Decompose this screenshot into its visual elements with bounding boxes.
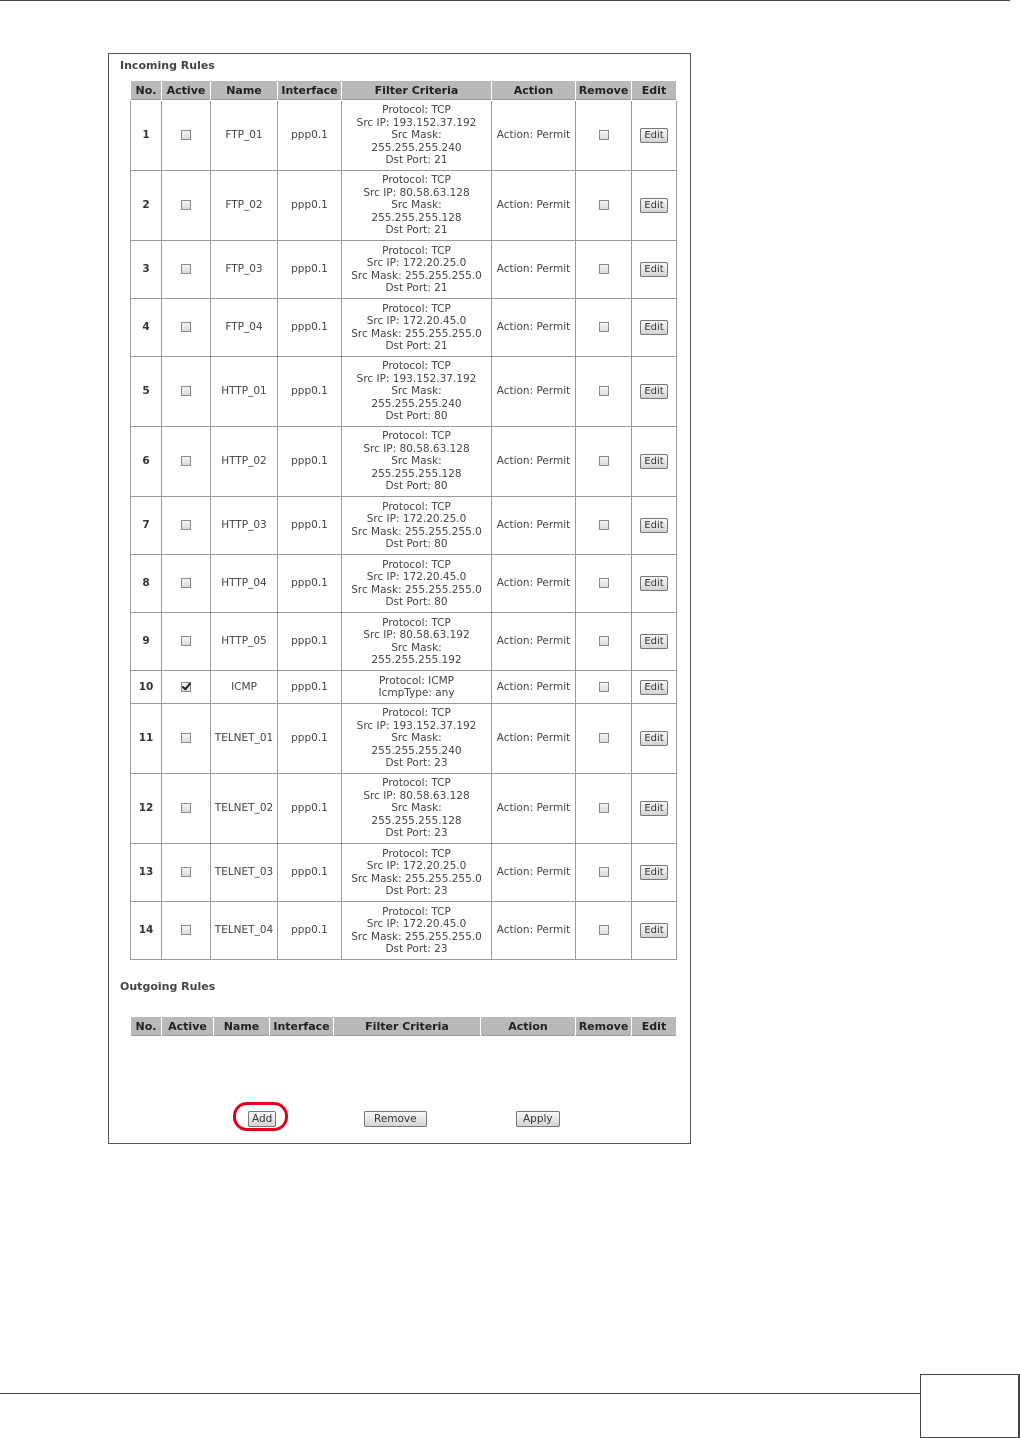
top-rule	[0, 0, 1010, 1]
rule-action: Action: Permit	[492, 497, 576, 555]
criteria-line: Src Mask: 255.255.255.0	[351, 930, 482, 943]
incoming-rule-row	[131, 555, 677, 613]
remove-checkbox[interactable]	[599, 456, 609, 466]
criteria-line: Dst Port: 80	[385, 410, 448, 423]
criteria-line: Protocol: TCP	[382, 430, 451, 443]
col-header-action: Action	[481, 1017, 576, 1037]
filter-criteria	[342, 497, 492, 555]
filter-criteria	[342, 844, 492, 902]
rule-name: HTTP_04	[211, 555, 278, 613]
active-checkbox[interactable]	[181, 867, 191, 877]
criteria-line: Dst Port: 21	[385, 224, 448, 237]
col-header-no: No.	[131, 81, 162, 101]
edit-cell	[632, 357, 677, 427]
criteria-line: 255.255.255.128	[371, 467, 462, 480]
active-cell	[162, 101, 211, 171]
filter-criteria	[342, 902, 492, 960]
edit-cell	[632, 427, 677, 497]
criteria-line: Dst Port: 23	[385, 827, 448, 840]
rule-number: 5	[131, 357, 162, 427]
rule-name: HTTP_05	[211, 613, 278, 671]
page-number-box	[920, 1374, 1020, 1438]
criteria-line: IcmpType: any	[378, 687, 455, 699]
rule-number: 12	[131, 774, 162, 844]
criteria-line: Protocol: TCP	[382, 905, 451, 918]
remove-checkbox[interactable]	[599, 925, 609, 935]
active-checkbox[interactable]	[181, 733, 191, 743]
remove-cell	[576, 774, 632, 844]
filter-criteria	[342, 671, 492, 704]
edit-button[interactable]: Edit	[640, 731, 667, 746]
incoming-rules-table	[130, 80, 677, 960]
remove-checkbox[interactable]	[599, 682, 609, 692]
remove-checkbox[interactable]	[599, 803, 609, 813]
incoming-rule-row	[131, 704, 677, 774]
criteria-line: Protocol: ICMP	[378, 674, 454, 687]
rule-name: FTP_02	[211, 171, 278, 241]
col-header-edit: Edit	[632, 81, 677, 101]
criteria-line: Src IP: 193.152.37.192	[356, 116, 477, 129]
active-cell	[162, 774, 211, 844]
col-header-no: No.	[131, 1017, 162, 1037]
criteria-line: Protocol: TCP	[382, 558, 451, 571]
criteria-line: Protocol: TCP	[382, 174, 451, 187]
criteria-line: 255.255.255.240	[371, 141, 462, 154]
rule-interface: ppp0.1	[278, 555, 342, 613]
rule-interface: ppp0.1	[278, 774, 342, 844]
edit-button[interactable]: Edit	[640, 680, 667, 695]
active-cell	[162, 241, 211, 299]
criteria-line: Src Mask:	[391, 129, 442, 142]
remove-checkbox[interactable]	[599, 386, 609, 396]
filter-criteria	[342, 171, 492, 241]
rule-interface: ppp0.1	[278, 357, 342, 427]
rule-action: Action: Permit	[492, 101, 576, 171]
remove-checkbox[interactable]	[599, 130, 609, 140]
edit-cell	[632, 171, 677, 241]
rule-number: 1	[131, 101, 162, 171]
rule-name: FTP_01	[211, 101, 278, 171]
rule-interface: ppp0.1	[278, 101, 342, 171]
edit-cell	[632, 704, 677, 774]
edit-cell	[632, 774, 677, 844]
criteria-line: Protocol: TCP	[382, 302, 451, 315]
rule-name: TELNET_04	[211, 902, 278, 960]
remove-checkbox[interactable]	[599, 264, 609, 274]
criteria-line: Src IP: 80.58.63.192	[363, 629, 470, 642]
rule-number: 9	[131, 613, 162, 671]
incoming-rule-row	[131, 427, 677, 497]
remove-cell	[576, 497, 632, 555]
edit-cell	[632, 299, 677, 357]
rule-name: TELNET_01	[211, 704, 278, 774]
criteria-line: Dst Port: 21	[385, 339, 448, 352]
remove-checkbox[interactable]	[599, 636, 609, 646]
edit-button[interactable]: Edit	[640, 801, 667, 816]
active-cell	[162, 555, 211, 613]
edit-button[interactable]: Edit	[640, 128, 667, 143]
firewall-rules-panel	[108, 53, 691, 1144]
remove-checkbox[interactable]	[599, 733, 609, 743]
rule-name: HTTP_02	[211, 427, 278, 497]
criteria-line: 255.255.255.128	[371, 814, 462, 827]
rule-interface: ppp0.1	[278, 704, 342, 774]
remove-button[interactable]: Remove	[364, 1111, 427, 1127]
active-cell	[162, 357, 211, 427]
criteria-line: Protocol: TCP	[382, 500, 451, 513]
active-cell	[162, 902, 211, 960]
remove-cell	[576, 704, 632, 774]
criteria-line: Dst Port: 21	[385, 281, 448, 294]
rule-name: TELNET_03	[211, 844, 278, 902]
active-cell	[162, 671, 211, 704]
rule-number: 10	[131, 671, 162, 704]
criteria-line: Src IP: 172.20.45.0	[366, 571, 467, 584]
criteria-line: Src Mask: 255.255.255.0	[351, 269, 482, 282]
edit-cell	[632, 671, 677, 704]
edit-cell	[632, 555, 677, 613]
rule-name: HTTP_01	[211, 357, 278, 427]
criteria-line: Protocol: TCP	[382, 616, 451, 629]
incoming-rule-row	[131, 774, 677, 844]
incoming-rule-row	[131, 171, 677, 241]
incoming-rules-title: Incoming Rules	[120, 59, 215, 72]
rule-name: FTP_03	[211, 241, 278, 299]
rule-number: 4	[131, 299, 162, 357]
filter-criteria	[342, 774, 492, 844]
rule-interface: ppp0.1	[278, 613, 342, 671]
incoming-rule-row	[131, 357, 677, 427]
criteria-line: Dst Port: 23	[385, 942, 448, 955]
col-header-remove: Remove	[576, 1017, 632, 1037]
rule-action: Action: Permit	[492, 555, 576, 613]
filter-criteria	[342, 704, 492, 774]
criteria-line: Src IP: 172.20.25.0	[366, 860, 467, 873]
rule-number: 2	[131, 171, 162, 241]
criteria-line: Dst Port: 23	[385, 757, 448, 770]
active-checkbox[interactable]	[181, 456, 191, 466]
criteria-line: Dst Port: 80	[385, 537, 448, 550]
criteria-line: Src Mask:	[391, 385, 442, 398]
edit-button[interactable]: Edit	[640, 865, 667, 880]
criteria-line: Src IP: 193.152.37.192	[356, 719, 477, 732]
col-header-active: Active	[162, 81, 211, 101]
active-cell	[162, 299, 211, 357]
rule-action: Action: Permit	[492, 613, 576, 671]
filter-criteria	[342, 427, 492, 497]
rule-action: Action: Permit	[492, 357, 576, 427]
active-cell	[162, 171, 211, 241]
criteria-line: Src Mask:	[391, 802, 442, 815]
edit-button[interactable]: Edit	[640, 454, 667, 469]
edit-button[interactable]: Edit	[640, 576, 667, 591]
rule-action: Action: Permit	[492, 241, 576, 299]
rule-number: 13	[131, 844, 162, 902]
criteria-line: 255.255.255.240	[371, 744, 462, 757]
filter-criteria	[342, 555, 492, 613]
criteria-line: Dst Port: 23	[385, 884, 448, 897]
incoming-rule-row	[131, 844, 677, 902]
remove-cell	[576, 844, 632, 902]
filter-criteria	[342, 241, 492, 299]
criteria-line: Protocol: TCP	[382, 707, 451, 720]
add-button[interactable]: Add	[248, 1111, 276, 1127]
criteria-line: Src IP: 172.20.45.0	[366, 918, 467, 931]
col-header-interface: Interface	[270, 1017, 334, 1037]
rule-action: Action: Permit	[492, 774, 576, 844]
edit-button[interactable]: Edit	[640, 262, 667, 277]
remove-cell	[576, 241, 632, 299]
criteria-line: Src Mask: 255.255.255.0	[351, 525, 482, 538]
rule-name: FTP_04	[211, 299, 278, 357]
incoming-rule-row	[131, 613, 677, 671]
criteria-line: 255.255.255.128	[371, 211, 462, 224]
rule-number: 3	[131, 241, 162, 299]
incoming-rule-row	[131, 497, 677, 555]
edit-cell	[632, 902, 677, 960]
edit-button[interactable]: Edit	[640, 923, 667, 938]
active-checkbox[interactable]	[181, 130, 191, 140]
edit-button[interactable]: Edit	[640, 384, 667, 399]
active-checkbox[interactable]	[181, 264, 191, 274]
active-checkbox[interactable]	[181, 682, 191, 692]
edit-button[interactable]: Edit	[640, 518, 667, 533]
col-header-remove: Remove	[576, 81, 632, 101]
rule-name: ICMP	[211, 671, 278, 704]
remove-cell	[576, 171, 632, 241]
criteria-line: Src Mask:	[391, 199, 442, 212]
rule-action: Action: Permit	[492, 902, 576, 960]
active-checkbox[interactable]	[181, 322, 191, 332]
active-checkbox[interactable]	[181, 200, 191, 210]
criteria-line: Src Mask: 255.255.255.0	[351, 872, 482, 885]
criteria-line: Protocol: TCP	[382, 244, 451, 257]
criteria-line: 255.255.255.192	[371, 653, 462, 666]
rule-number: 7	[131, 497, 162, 555]
active-cell	[162, 844, 211, 902]
remove-checkbox[interactable]	[599, 867, 609, 877]
filter-criteria	[342, 101, 492, 171]
remove-checkbox[interactable]	[599, 520, 609, 530]
criteria-line: Protocol: TCP	[382, 847, 451, 860]
rule-interface: ppp0.1	[278, 299, 342, 357]
edit-cell	[632, 101, 677, 171]
criteria-line: Src Mask:	[391, 641, 442, 654]
rule-action: Action: Permit	[492, 844, 576, 902]
criteria-line: Src IP: 172.20.45.0	[366, 315, 467, 328]
incoming-rule-row	[131, 671, 677, 704]
active-cell	[162, 704, 211, 774]
incoming-rule-row	[131, 299, 677, 357]
remove-cell	[576, 427, 632, 497]
rule-number: 14	[131, 902, 162, 960]
rule-number: 11	[131, 704, 162, 774]
col-header-filter-criteria: Filter Criteria	[342, 81, 492, 101]
criteria-line: 255.255.255.240	[371, 397, 462, 410]
col-header-interface: Interface	[278, 81, 342, 101]
rule-interface: ppp0.1	[278, 241, 342, 299]
rule-name: HTTP_03	[211, 497, 278, 555]
incoming-rule-row	[131, 101, 677, 171]
rule-interface: ppp0.1	[278, 427, 342, 497]
outgoing-rules-table	[130, 1016, 677, 1037]
criteria-line: Protocol: TCP	[382, 104, 451, 117]
filter-criteria	[342, 613, 492, 671]
criteria-line: Dst Port: 80	[385, 595, 448, 608]
filter-criteria	[342, 357, 492, 427]
rule-name: TELNET_02	[211, 774, 278, 844]
criteria-line: Src IP: 80.58.63.128	[363, 442, 470, 455]
rule-action: Action: Permit	[492, 704, 576, 774]
active-checkbox[interactable]	[181, 636, 191, 646]
criteria-line: Src Mask:	[391, 732, 442, 745]
criteria-line: Src Mask: 255.255.255.0	[351, 583, 482, 596]
rule-number: 6	[131, 427, 162, 497]
edit-cell	[632, 613, 677, 671]
rule-interface: ppp0.1	[278, 902, 342, 960]
remove-cell	[576, 101, 632, 171]
active-checkbox[interactable]	[181, 520, 191, 530]
col-header-action: Action	[492, 81, 576, 101]
col-header-name: Name	[214, 1017, 270, 1037]
outgoing-header-row	[131, 1017, 677, 1037]
rule-action: Action: Permit	[492, 427, 576, 497]
remove-cell	[576, 299, 632, 357]
remove-cell	[576, 613, 632, 671]
remove-cell	[576, 902, 632, 960]
edit-button[interactable]: Edit	[640, 634, 667, 649]
criteria-line: Protocol: TCP	[382, 360, 451, 373]
remove-checkbox[interactable]	[599, 200, 609, 210]
footer-rule	[0, 1393, 920, 1394]
remove-cell	[576, 671, 632, 704]
active-checkbox[interactable]	[181, 578, 191, 588]
edit-button[interactable]: Edit	[640, 198, 667, 213]
incoming-header-row	[131, 81, 677, 101]
edit-cell	[632, 844, 677, 902]
rule-interface: ppp0.1	[278, 844, 342, 902]
filter-criteria	[342, 299, 492, 357]
col-header-name: Name	[211, 81, 278, 101]
remove-checkbox[interactable]	[599, 578, 609, 588]
incoming-rule-row	[131, 241, 677, 299]
rule-action: Action: Permit	[492, 171, 576, 241]
active-cell	[162, 613, 211, 671]
incoming-rule-row	[131, 902, 677, 960]
rule-interface: ppp0.1	[278, 171, 342, 241]
outgoing-rules-title: Outgoing Rules	[120, 980, 216, 993]
active-cell	[162, 497, 211, 555]
active-checkbox[interactable]	[181, 803, 191, 813]
rule-action: Action: Permit	[492, 671, 576, 704]
edit-cell	[632, 497, 677, 555]
criteria-line: Src IP: 172.20.25.0	[366, 513, 467, 526]
criteria-line: Src Mask: 255.255.255.0	[351, 327, 482, 340]
rule-interface: ppp0.1	[278, 671, 342, 704]
apply-button[interactable]: Apply	[516, 1111, 560, 1127]
edit-cell	[632, 241, 677, 299]
col-header-filter-criteria: Filter Criteria	[334, 1017, 481, 1037]
active-checkbox[interactable]	[181, 386, 191, 396]
remove-checkbox[interactable]	[599, 322, 609, 332]
criteria-line: Src IP: 80.58.63.128	[363, 186, 470, 199]
criteria-line: Src IP: 172.20.25.0	[366, 257, 467, 270]
rule-number: 8	[131, 555, 162, 613]
edit-button[interactable]: Edit	[640, 320, 667, 335]
criteria-line: Src IP: 80.58.63.128	[363, 789, 470, 802]
criteria-line: Src Mask:	[391, 455, 442, 468]
remove-cell	[576, 555, 632, 613]
active-checkbox[interactable]	[181, 925, 191, 935]
remove-cell	[576, 357, 632, 427]
rule-interface: ppp0.1	[278, 497, 342, 555]
col-header-edit: Edit	[632, 1017, 677, 1037]
criteria-line: Dst Port: 21	[385, 154, 448, 167]
criteria-line: Dst Port: 80	[385, 480, 448, 493]
rule-action: Action: Permit	[492, 299, 576, 357]
criteria-line: Src IP: 193.152.37.192	[356, 372, 477, 385]
criteria-line: Protocol: TCP	[382, 777, 451, 790]
col-header-active: Active	[162, 1017, 214, 1037]
active-cell	[162, 427, 211, 497]
